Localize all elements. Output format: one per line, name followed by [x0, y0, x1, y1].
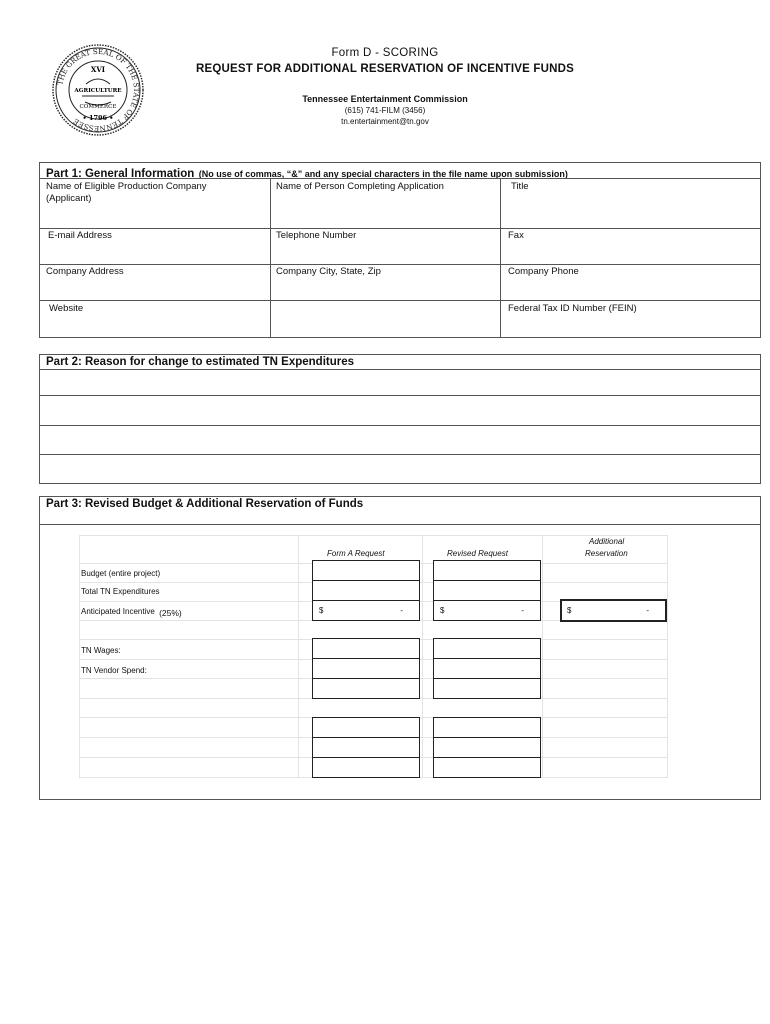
divider — [39, 300, 761, 301]
form-title: Form D - SCORING — [331, 47, 439, 59]
city-state-zip-field[interactable]: Company City, State, Zip — [276, 266, 381, 277]
telephone-field[interactable]: Telephone Number — [276, 230, 357, 241]
part3-title: Part 3: Revised Budget & Additional Reservation of Funds — [46, 498, 364, 510]
divider — [270, 178, 271, 338]
currency-symbol: $ — [440, 606, 445, 615]
revised-tn-vendor-input[interactable] — [433, 658, 541, 679]
divider — [39, 264, 761, 265]
currency-symbol: $ — [319, 606, 324, 615]
svg-text:• 1796 •: • 1796 • — [82, 114, 114, 122]
form-a-extra-input[interactable] — [312, 678, 420, 699]
reason-line-4[interactable] — [40, 455, 760, 483]
form-a-extra-input[interactable] — [312, 737, 420, 758]
col-additional-reservation: Additional — [589, 537, 625, 546]
divider — [500, 178, 501, 338]
fax-field[interactable]: Fax — [508, 230, 524, 241]
value-dash: - — [521, 606, 524, 615]
grid-line — [79, 535, 667, 536]
part1-title: Part 1: General Information — [46, 168, 195, 180]
form-a-incentive-value — [312, 600, 420, 621]
svg-text:XVI: XVI — [90, 65, 106, 74]
row-tn-wages-label: TN Wages: — [81, 646, 121, 655]
revised-incentive-value — [433, 600, 541, 621]
form-a-tn-wages-input[interactable] — [312, 638, 420, 659]
part2-title: Part 2: Reason for change to estimated TN Expenditures — [46, 356, 355, 368]
svg-text:THE GREAT SEAL OF THE STATE OF: THE GREAT SEAL OF THE STATE OF TENNESSEE — [55, 46, 142, 134]
svg-text:AGRICULTURE: AGRICULTURE — [74, 88, 122, 94]
row-incentive-label — [81, 606, 182, 616]
form-a-tn-vendor-input[interactable] — [312, 658, 420, 679]
company-name-field[interactable]: Name of Eligible Production Company (Applicant) — [46, 181, 207, 204]
form-a-extra-input[interactable] — [312, 717, 420, 738]
company-phone-field[interactable]: Company Phone — [508, 266, 579, 277]
col-form-a-request: Form A Request — [327, 549, 385, 558]
value-dash: - — [400, 606, 403, 615]
row-tn-expenditures-label: Total TN Expenditures — [81, 587, 160, 596]
part1-header — [46, 164, 568, 182]
form-subtitle: REQUEST FOR ADDITIONAL RESERVATION OF INCENTIVE FUNDS — [196, 63, 574, 75]
incentive-rate: (25%) — [159, 608, 182, 618]
revised-budget-input[interactable] — [433, 560, 541, 581]
revised-extra-input[interactable] — [433, 717, 541, 738]
part1-note: (No use of commas, “&” and any special characters in the file name upon submission) — [198, 169, 568, 179]
value-dash: - — [646, 606, 649, 615]
grid-line — [542, 535, 543, 778]
reason-line-2[interactable] — [40, 396, 760, 425]
additional-reservation-value — [560, 599, 667, 622]
revised-tn-expenditures-input[interactable] — [433, 580, 541, 601]
revised-extra-input[interactable] — [433, 757, 541, 778]
website-field[interactable]: Website — [49, 303, 84, 314]
divider — [39, 524, 761, 525]
divider — [39, 228, 761, 229]
grid-line — [667, 535, 668, 778]
revised-tn-wages-input[interactable] — [433, 638, 541, 659]
revised-extra-input[interactable] — [433, 737, 541, 758]
grid-line — [422, 535, 423, 778]
fein-field[interactable]: Federal Tax ID Number (FEIN) — [508, 303, 637, 314]
incentive-label-text: Anticipated Incentive — [81, 607, 155, 616]
row-tn-vendor-label: TN Vendor Spend: — [81, 666, 147, 675]
col-additional-reservation: Reservation — [585, 549, 628, 558]
form-a-tn-expenditures-input[interactable] — [312, 580, 420, 601]
divider — [39, 178, 761, 179]
commission-name: Tennessee Entertainment Commission — [302, 94, 468, 104]
grid-line — [298, 535, 299, 778]
reason-line-1[interactable] — [40, 370, 760, 395]
svg-text:COMMERCE: COMMERCE — [79, 104, 117, 110]
reason-line-3[interactable] — [40, 426, 760, 454]
revised-extra-input[interactable] — [433, 678, 541, 699]
grid-line — [79, 535, 80, 778]
company-address-field[interactable]: Company Address — [46, 266, 124, 277]
row-budget-label: Budget (entire project) — [81, 569, 161, 578]
title-field[interactable]: Title — [511, 181, 529, 192]
commission-email[interactable]: tn.entertainment@tn.gov — [341, 117, 429, 126]
email-field[interactable]: E-mail Address — [48, 230, 112, 241]
commission-phone: (615) 741-FILM (3456) — [344, 106, 426, 115]
form-a-extra-input[interactable] — [312, 757, 420, 778]
col-revised-request: Revised Request — [447, 549, 508, 558]
person-name-field[interactable]: Name of Person Completing Application — [276, 181, 444, 192]
form-a-budget-input[interactable] — [312, 560, 420, 581]
currency-symbol: $ — [567, 606, 572, 615]
